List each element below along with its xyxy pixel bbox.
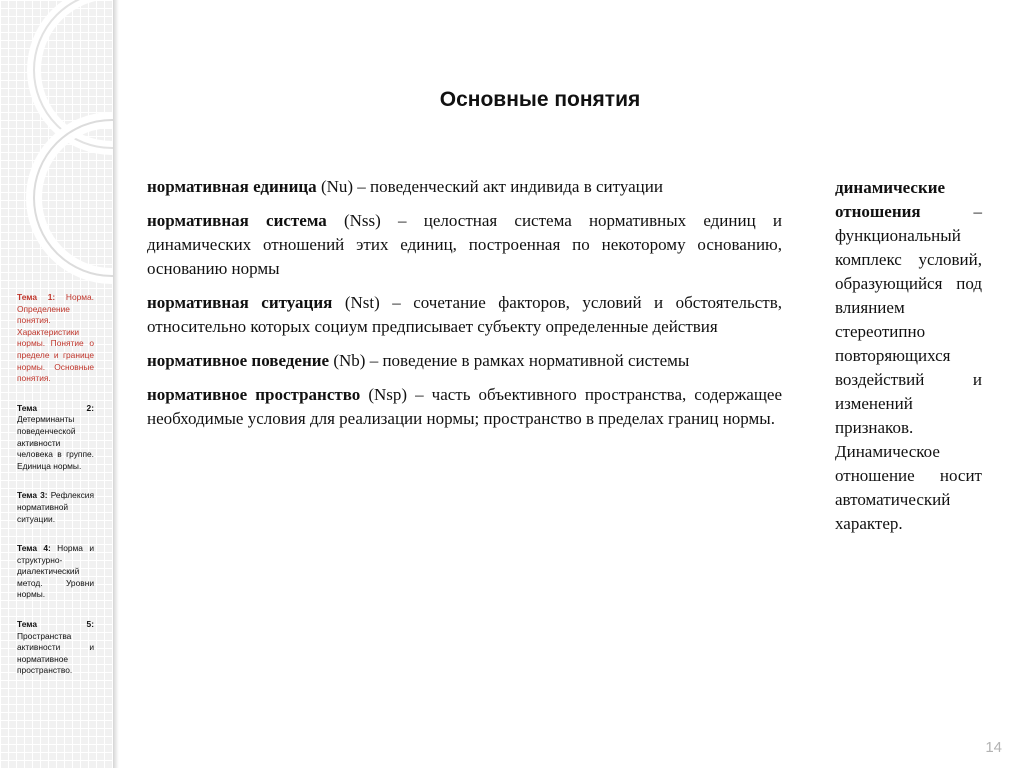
definition-term: нормативное поведение xyxy=(147,351,330,370)
topic-item[interactable] xyxy=(17,490,94,525)
topic-text: Детерминанты поведенческой активности человека в группе. Единица нормы. xyxy=(17,414,94,471)
definition-text: часть объективного пространства, содержащее необходимые условия для реализации нормы; пространство в пределах границ нормы. xyxy=(147,385,783,428)
decorative-circles xyxy=(0,0,113,330)
topic-text: Рефлексия нормативной ситуации. xyxy=(17,490,94,524)
sidebar xyxy=(0,0,113,768)
side-note-text: – функциональный комплекс условий, образующийся под влиянием стереотипно повторяющихся воздействий и изменений признаков. Динамическое отношение носит автоматический характер. xyxy=(835,202,982,533)
slide-title: Основные понятия xyxy=(439,88,641,111)
definition-term: нормативная ситуация xyxy=(147,293,333,312)
definition-text: целостная система нормативных единиц и динамических отношений этих единиц, построенная по некоторому основанию, основанию нормы xyxy=(147,211,782,278)
definition-text: поведение в рамках нормативной системы xyxy=(382,351,690,370)
definition-item xyxy=(147,383,782,431)
topic-head: Тема 1: xyxy=(17,292,56,302)
definition-term: нормативная система xyxy=(147,211,327,230)
side-note-term: динамические отношения xyxy=(835,178,946,221)
topic-item[interactable] xyxy=(17,292,94,385)
topic-head: Тема 2: xyxy=(17,402,94,413)
definition-abbr: (Nu) – xyxy=(316,177,371,196)
topic-text: Норма и структурно-диалектический метод. Уровни нормы. xyxy=(17,543,94,600)
topic-item[interactable] xyxy=(17,619,94,677)
definition-item xyxy=(147,291,782,339)
topic-text: Пространства активности и нормативное пространство. xyxy=(17,630,94,676)
definition-item xyxy=(147,209,782,281)
topic-text: Норма. Определение понятия. Характеристики нормы. Понятие о пределе и границе нормы. Основные понятия. xyxy=(17,292,95,384)
topic-item[interactable] xyxy=(17,543,94,601)
topic-list xyxy=(17,292,94,695)
definition-term: нормативная единица xyxy=(147,177,317,196)
topic-head: Тема 4: xyxy=(17,543,51,554)
side-note xyxy=(835,176,982,536)
definition-item xyxy=(147,349,782,373)
definition-term: нормативное пространство xyxy=(147,385,361,404)
definitions-block xyxy=(147,175,782,441)
definition-text: поведенческий акт индивида в ситуации xyxy=(370,177,663,196)
topic-head: Тема 3: xyxy=(17,490,48,501)
slide-number: 14 xyxy=(985,739,1002,756)
topic-item[interactable] xyxy=(17,403,94,473)
definition-abbr: (Nst) – xyxy=(332,293,414,312)
definition-abbr: (Nsp) – xyxy=(360,385,432,404)
definition-item xyxy=(147,175,782,199)
definition-text: сочетание факторов, условий и обстоятельств, относительно которых социум предписывает субъекту определенные действия xyxy=(147,293,782,336)
definition-abbr: (Nss) – xyxy=(326,211,424,230)
topic-head: Тема 5: xyxy=(17,619,94,630)
sidebar-edge-shadow xyxy=(113,0,119,768)
definition-abbr: (Nb) – xyxy=(329,351,383,370)
